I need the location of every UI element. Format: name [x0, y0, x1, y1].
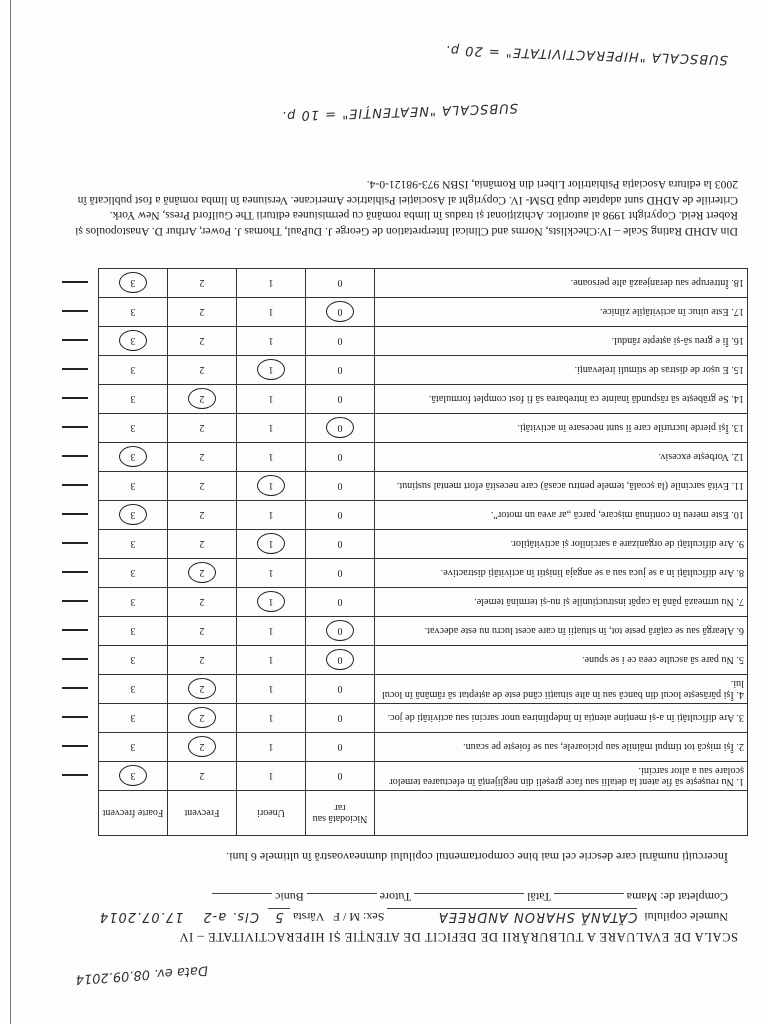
- class-field[interactable]: Cls. a-2: [202, 909, 259, 924]
- often-score-cell[interactable]: [168, 356, 237, 385]
- score-option: 0: [337, 364, 343, 376]
- item-row: [99, 414, 748, 443]
- item-row: [99, 501, 748, 530]
- sometimes-score-cell[interactable]: [237, 675, 306, 704]
- never-score-cell[interactable]: [306, 414, 375, 443]
- circled-score: 1: [257, 360, 285, 381]
- child-name-field[interactable]: CĂTANĂ SHARON ANDREEA: [387, 908, 637, 924]
- item-text: 6. Aleargă sau se cațără peste tot, în situații în care acest lucru nu este adecvat.: [375, 617, 748, 646]
- margin-tick-mark: [62, 485, 88, 487]
- never-score-cell[interactable]: [306, 559, 375, 588]
- score-option: 1: [268, 306, 274, 318]
- never-score-cell[interactable]: [306, 530, 375, 559]
- often-score-cell[interactable]: [168, 298, 237, 327]
- margin-tick-mark: [62, 514, 88, 516]
- score-option: 0: [337, 567, 343, 579]
- very-often-score-cell[interactable]: [99, 559, 168, 588]
- sometimes-score-cell[interactable]: [237, 530, 306, 559]
- sometimes-score-cell[interactable]: [237, 269, 306, 298]
- hyperactivity-subscale-score: SUBSCALA "HIPERACTIVITATE" = 20 p.: [444, 42, 729, 67]
- item-row: [99, 588, 748, 617]
- score-option: 1: [268, 277, 274, 289]
- often-score-cell[interactable]: [168, 501, 237, 530]
- score-option: 1: [268, 712, 274, 724]
- margin-tick-mark: [62, 369, 88, 371]
- sometimes-score-cell[interactable]: [237, 646, 306, 675]
- circled-score: 0: [326, 621, 354, 642]
- sometimes-score-cell[interactable]: [237, 617, 306, 646]
- handwritten-date-note: Data ev. 08.09.2014: [75, 962, 209, 987]
- item-text: 12. Vorbește excesiv.: [375, 443, 748, 472]
- never-score-cell[interactable]: [306, 298, 375, 327]
- score-option: 3: [130, 393, 136, 405]
- score-option: 1: [268, 625, 274, 637]
- score-option: 0: [337, 509, 343, 521]
- often-score-cell[interactable]: [168, 327, 237, 356]
- score-option: 2: [199, 654, 205, 666]
- page-edge-line: [10, 0, 11, 1024]
- item-text: 17. Este uituc în activitățile zilnice.: [375, 298, 748, 327]
- item-text: 13. Își pierde lucrurile care îi sunt necesare în activități.: [375, 414, 748, 443]
- score-option: 1: [268, 654, 274, 666]
- item-row: [99, 327, 748, 356]
- score-option: 2: [199, 770, 205, 782]
- often-header: Frecvent: [168, 791, 237, 836]
- copyright-criteria: Criteriile de ADHD sunt adaptate după DSM- IV. Copyright al Asociației Psihiatrice Americane. Versiunea în limba română a fost publicată în 2003 la editura Asociația Psihiatrilor Liberi din România, ISBN 973-98121-0-4.: [77, 178, 738, 207]
- sometimes-score-cell[interactable]: [237, 588, 306, 617]
- score-option: 2: [199, 480, 205, 492]
- item-text: 16. Îi e greu să-și aștepte rândul.: [375, 327, 748, 356]
- margin-tick-mark: [62, 398, 88, 400]
- circled-score: 3: [119, 331, 147, 352]
- item-row: [99, 385, 748, 414]
- margin-tick-mark: [62, 456, 88, 458]
- circled-score: 3: [119, 505, 147, 526]
- score-option: 0: [337, 596, 343, 608]
- often-score-cell[interactable]: [168, 675, 237, 704]
- score-option: 2: [199, 306, 205, 318]
- score-option: 1: [268, 509, 274, 521]
- score-option: 3: [130, 654, 136, 666]
- circled-score: 2: [188, 679, 216, 700]
- score-option: 3: [130, 625, 136, 637]
- sometimes-header: Uneori: [237, 791, 306, 836]
- circled-score: 1: [257, 592, 285, 613]
- completed-by-line: [212, 889, 728, 904]
- often-score-cell[interactable]: [168, 704, 237, 733]
- item-row: [99, 443, 748, 472]
- circled-score: 0: [326, 650, 354, 671]
- item-row: [99, 559, 748, 588]
- score-option: 3: [130, 306, 136, 318]
- item-text: 9. Are dificultăți de organizare a sarcinilor și activităților.: [375, 530, 748, 559]
- score-option: 0: [337, 480, 343, 492]
- score-option: 3: [130, 741, 136, 753]
- margin-tick-mark: [62, 427, 88, 429]
- score-option: 3: [130, 364, 136, 376]
- often-score-cell[interactable]: [168, 559, 237, 588]
- often-score-cell[interactable]: [168, 385, 237, 414]
- score-option: 0: [337, 451, 343, 463]
- often-score-cell[interactable]: [168, 414, 237, 443]
- never-score-cell[interactable]: [306, 443, 375, 472]
- score-option: 2: [199, 277, 205, 289]
- item-text: 11. Evită sarcinile (la școală, temele pentru acasă) care necesită efort mental susținut.: [375, 472, 748, 501]
- sometimes-score-cell[interactable]: [237, 733, 306, 762]
- circled-score: 3: [119, 766, 147, 787]
- score-option: 2: [199, 364, 205, 376]
- very-often-score-cell[interactable]: [99, 472, 168, 501]
- score-option: 3: [130, 538, 136, 550]
- score-option: 0: [337, 335, 343, 347]
- never-score-cell[interactable]: [306, 588, 375, 617]
- sometimes-score-cell[interactable]: [237, 356, 306, 385]
- very-often-score-cell[interactable]: [99, 646, 168, 675]
- sometimes-score-cell[interactable]: [237, 385, 306, 414]
- never-score-cell[interactable]: [306, 704, 375, 733]
- item-row: [99, 472, 748, 501]
- score-option: 1: [268, 567, 274, 579]
- score-option: 2: [199, 451, 205, 463]
- circled-score: 1: [257, 534, 285, 555]
- sometimes-score-cell[interactable]: [237, 327, 306, 356]
- very-often-score-cell[interactable]: [99, 617, 168, 646]
- circled-score: 2: [188, 389, 216, 410]
- age-field[interactable]: 5: [268, 908, 290, 924]
- never-score-cell[interactable]: [306, 269, 375, 298]
- often-score-cell[interactable]: [168, 530, 237, 559]
- never-score-cell[interactable]: [306, 327, 375, 356]
- score-option: 3: [130, 480, 136, 492]
- item-text: 7. Nu urmează până la capăt instrucțiunile și nu-și termină temele.: [375, 588, 748, 617]
- circled-score: 1: [257, 476, 285, 497]
- sex-label: Sex: M / F: [333, 910, 385, 924]
- sometimes-score-cell[interactable]: [237, 472, 306, 501]
- score-option: 2: [199, 422, 205, 434]
- circled-score: 0: [326, 418, 354, 439]
- score-option: 3: [130, 567, 136, 579]
- copyright-source: Din ADHD Rating Scale – IV:Checklists, Norms and Clinical Interpretation de George J. DuPaul, Thomas J. Power, Arthur D. Anastopoulos și Robert Reid. Copyright 1998 al autorilor. Achiziționat și tradus în limba română cu permisiunea editurii The Guilford Press, New York.: [75, 209, 738, 238]
- score-option: 1: [268, 770, 274, 782]
- item-text: 2. Își mișcă tot timpul mâinile sau picioarele, sau se foiește pe scaun.: [375, 733, 748, 762]
- score-option: 3: [130, 712, 136, 724]
- sometimes-score-cell[interactable]: [237, 559, 306, 588]
- score-option: 0: [337, 712, 343, 724]
- score-option: 3: [130, 596, 136, 608]
- margin-tick-mark: [62, 543, 88, 545]
- score-option: 1: [268, 683, 274, 695]
- table-header-row: [99, 791, 748, 836]
- margin-tick-mark: [62, 601, 88, 603]
- score-option: 0: [337, 538, 343, 550]
- item-row: [99, 617, 748, 646]
- item-row: [99, 762, 748, 791]
- sometimes-score-cell[interactable]: [237, 443, 306, 472]
- never-score-cell[interactable]: [306, 733, 375, 762]
- item-row: [99, 733, 748, 762]
- very-often-score-cell[interactable]: [99, 501, 168, 530]
- never-score-cell[interactable]: [306, 675, 375, 704]
- score-option: 0: [337, 393, 343, 405]
- circled-score: 0: [326, 302, 354, 323]
- often-score-cell[interactable]: [168, 646, 237, 675]
- margin-tick-mark: [62, 659, 88, 661]
- very-often-score-cell[interactable]: [99, 385, 168, 414]
- item-row: [99, 530, 748, 559]
- item-row: [99, 675, 748, 704]
- completed-by-tutor[interactable]: Tutore: [379, 890, 412, 904]
- item-text: 18. Întrerupe sau deranjează alte persoane.: [375, 269, 748, 298]
- inattention-subscale-score: SUBSCALA "NEATENȚIE" = 10 p.: [280, 99, 519, 124]
- very-often-score-cell[interactable]: [99, 269, 168, 298]
- score-option: 2: [199, 596, 205, 608]
- age-label: Vârsta: [293, 910, 325, 924]
- score-option: 0: [337, 683, 343, 695]
- score-option: 2: [199, 625, 205, 637]
- often-score-cell[interactable]: [168, 617, 237, 646]
- score-option: 0: [337, 741, 343, 753]
- margin-tick-mark: [62, 717, 88, 719]
- very-often-score-cell[interactable]: [99, 704, 168, 733]
- item-text: 4. Își părăsește locul din bancă sau în alte situații când este de așteptat să rămână în locul lui.: [375, 675, 748, 704]
- form-title: SCALA DE EVALUARE A TULBURĂRII DE DEFICIT DE ATENȚIE ȘI HIPERACTIVITATE – IV: [178, 930, 738, 944]
- child-name-label: Numele copilului: [644, 910, 728, 924]
- score-option: 1: [268, 741, 274, 753]
- sometimes-score-cell[interactable]: [237, 762, 306, 791]
- never-score-cell[interactable]: [306, 762, 375, 791]
- sometimes-score-cell[interactable]: [237, 298, 306, 327]
- never-score-cell[interactable]: [306, 646, 375, 675]
- score-option: 2: [199, 335, 205, 347]
- very-often-score-cell[interactable]: [99, 588, 168, 617]
- very-often-score-cell[interactable]: [99, 414, 168, 443]
- item-text: 5. Nu pare să asculte ceea ce i se spune.: [375, 646, 748, 675]
- margin-tick-mark: [62, 630, 88, 632]
- item-row: [99, 356, 748, 385]
- completed-by-grandparent[interactable]: Bunic: [275, 890, 304, 904]
- never-header: Niciodată sau rar: [306, 791, 375, 836]
- item-row: [99, 646, 748, 675]
- margin-tick-mark: [62, 688, 88, 690]
- completed-by-father[interactable]: Tatăl: [527, 890, 551, 904]
- item-row: [99, 269, 748, 298]
- score-option: 0: [337, 277, 343, 289]
- margin-tick-mark: [62, 340, 88, 342]
- often-score-cell[interactable]: [168, 762, 237, 791]
- very-often-score-cell[interactable]: [99, 356, 168, 385]
- margin-tick-mark: [62, 311, 88, 313]
- child-info-line: [99, 908, 728, 924]
- item-row: [99, 704, 748, 733]
- copyright-notice: [68, 177, 738, 239]
- item-row: [99, 298, 748, 327]
- very-often-score-cell[interactable]: [99, 443, 168, 472]
- often-score-cell[interactable]: [168, 588, 237, 617]
- circled-score: 2: [188, 737, 216, 758]
- item-text: 14. Se grăbește să răspundă înainte ca întrebarea să fi fost complet formulată.: [375, 385, 748, 414]
- very-often-score-cell[interactable]: [99, 298, 168, 327]
- sometimes-score-cell[interactable]: [237, 501, 306, 530]
- often-score-cell[interactable]: [168, 443, 237, 472]
- date-field[interactable]: 17.07.2014: [98, 909, 184, 924]
- very-often-score-cell[interactable]: [99, 675, 168, 704]
- score-option: 2: [199, 509, 205, 521]
- circled-score: 3: [119, 273, 147, 294]
- score-option: 3: [130, 683, 136, 695]
- score-option: 1: [268, 335, 274, 347]
- instructions: Încercuiți numărul care descrie cel mai bine comportamentul copilului dumneavoastră în ultimele 6 luni.: [226, 850, 728, 864]
- never-score-cell[interactable]: [306, 356, 375, 385]
- very-often-score-cell[interactable]: [99, 733, 168, 762]
- completed-by-mother[interactable]: Completat de: Mama: [626, 890, 728, 904]
- circled-score: 3: [119, 447, 147, 468]
- margin-tick-mark: [62, 746, 88, 748]
- margin-tick-mark: [62, 572, 88, 574]
- score-option: 1: [268, 393, 274, 405]
- very-often-score-cell[interactable]: [99, 530, 168, 559]
- score-option: 3: [130, 422, 136, 434]
- often-score-cell[interactable]: [168, 269, 237, 298]
- never-score-cell[interactable]: [306, 501, 375, 530]
- rating-table: [98, 268, 748, 836]
- item-text: 15. E ușor de distras de stimuli irelevanți.: [375, 356, 748, 385]
- item-column-header: [375, 791, 748, 836]
- often-score-cell[interactable]: [168, 472, 237, 501]
- score-option: 1: [268, 422, 274, 434]
- item-text: 10. Este mereu în continuă mișcare, parcă „ar avea un motor”.: [375, 501, 748, 530]
- item-text: 8. Are dificultăți în a se juca sau a se angaja liniștit în activități distractive.: [375, 559, 748, 588]
- sometimes-score-cell[interactable]: [237, 414, 306, 443]
- often-score-cell[interactable]: [168, 733, 237, 762]
- score-option: 1: [268, 451, 274, 463]
- item-text: 1. Nu reușește să fie atent la detalii sau face greșeli din neglijență în efectuarea temelor școlare sau a altor sarcini.: [375, 762, 748, 791]
- very-often-score-cell[interactable]: [99, 327, 168, 356]
- score-option: 0: [337, 770, 343, 782]
- circled-score: 2: [188, 563, 216, 584]
- never-score-cell[interactable]: [306, 617, 375, 646]
- margin-tick-mark: [62, 775, 88, 777]
- very-often-header: Foarte frecvent: [99, 791, 168, 836]
- never-score-cell[interactable]: [306, 472, 375, 501]
- very-often-score-cell[interactable]: [99, 762, 168, 791]
- item-text: 3. Are dificultăți în a-și menține atenția în îndeplinirea unor sarcini sau activități de joc.: [375, 704, 748, 733]
- score-option: 2: [199, 538, 205, 550]
- circled-score: 2: [188, 708, 216, 729]
- never-score-cell[interactable]: [306, 385, 375, 414]
- margin-tick-mark: [62, 282, 88, 284]
- sometimes-score-cell[interactable]: [237, 704, 306, 733]
